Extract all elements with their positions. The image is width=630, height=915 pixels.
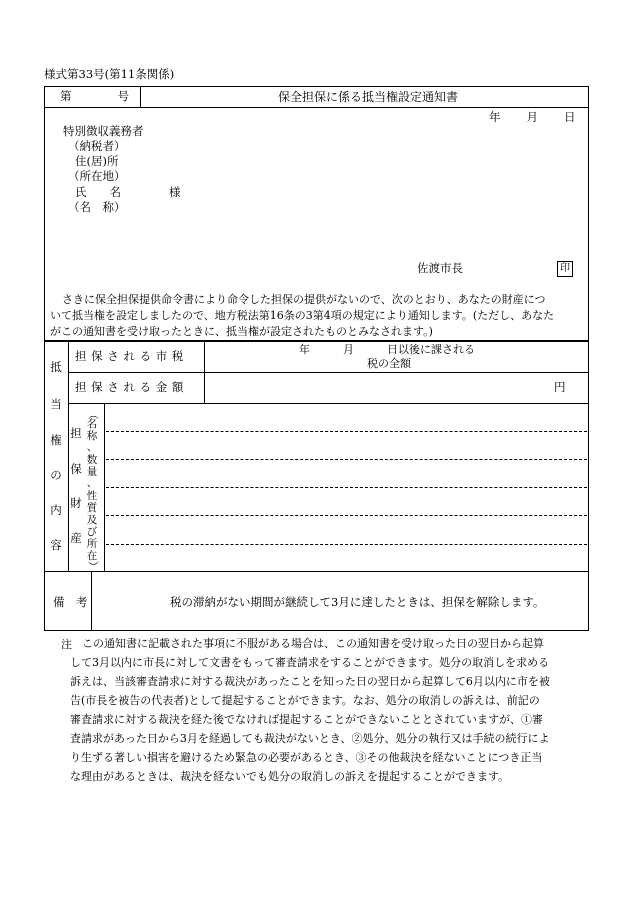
- property-sub-11: 所: [86, 538, 98, 550]
- property-sub-9: 及: [86, 514, 98, 526]
- property-char-0: 担: [70, 426, 82, 440]
- property-sub-10: び: [86, 526, 98, 538]
- note-line-4: 審査請求に対する裁決を経た後でなければ提起することができないこととされていますが、①審: [70, 713, 543, 726]
- content-table: [44, 341, 589, 572]
- note-line-6: り生ずる著しい損害を避けるため緊急の必要があるとき、③その他裁決を経ないことにつき正当: [70, 751, 543, 764]
- side-char-4: 内: [50, 503, 62, 517]
- side-char-3: の: [50, 468, 62, 482]
- property-sub-1: 名: [86, 418, 98, 430]
- property-sub-3: 、: [86, 441, 98, 453]
- note-line-0: この通知書に記載された事項に不服がある場合は、この通知書を受け取った日の翌日から起算: [82, 637, 544, 650]
- property-entry-line: [106, 487, 587, 488]
- property-sub-6: 、: [86, 477, 98, 489]
- property-divider: [104, 403, 105, 572]
- form-title: 保全担保に係る抵当権設定通知書: [278, 90, 459, 104]
- number-label: 第 号: [60, 89, 129, 103]
- note-line-7: な理由があるときは、裁決を経ないでも処分の取消しの訴えを提起することができます。: [70, 770, 510, 783]
- property-char-2: 財: [70, 496, 82, 510]
- property-sub-13: ）: [86, 561, 99, 572]
- note-line-5: 査請求があった日から3月を経過しても裁決がないとき、②処分、処分の執行又は手続の続行によ: [70, 732, 550, 745]
- property-char-1: 保: [70, 462, 82, 476]
- property-sub-2: 称: [86, 430, 98, 442]
- issue-date: 年 月 日: [489, 110, 577, 124]
- property-entry-line: [106, 515, 587, 516]
- remarks-label: 備 考: [53, 595, 88, 609]
- recipient-line-0: 特別徴収義務者: [63, 124, 144, 138]
- recipient-line-2: 住(居)所: [75, 154, 119, 168]
- side-char-5: 容: [50, 538, 62, 552]
- issuer-name: 佐渡市長: [417, 261, 463, 275]
- form-id: 様式第33号(第11条関係): [44, 67, 175, 81]
- secured-tax-value-line1: 年 月 日以後に課される: [299, 343, 475, 356]
- side-char-0: 抵: [50, 360, 62, 374]
- property-sub-7: 性: [86, 490, 98, 502]
- side-char-1: 当: [50, 397, 62, 411]
- row1-divider: [68, 372, 589, 373]
- remarks-divider: [91, 572, 92, 631]
- recipient-line-3: （所在地）: [68, 169, 126, 183]
- note-line-3: 告(市長を被告の代表者)として提起することができます。なお、処分の取消しの訴えは、前記の: [70, 694, 540, 707]
- number-divider: [140, 86, 141, 107]
- property-entry-line: [106, 544, 587, 545]
- side-char-2: 権: [50, 433, 62, 447]
- seal-mark: 印: [557, 261, 573, 277]
- row2-divider: [68, 403, 589, 404]
- secured-tax-value-line2: 税の全額: [367, 357, 411, 370]
- intro-line-1: いて抵当権を設定しましたので、地方税法第16条の3第4項の規定により通知します。(ただし、あなた: [50, 309, 555, 322]
- side-divider: [68, 341, 69, 572]
- intro-line-2: がこの通知書を受け取ったときに、抵当権が設定されたものとみなされます。): [50, 325, 433, 338]
- note-line-2: 訴えは、当該審査請求に対する裁決があったことを知った日の翌日から起算して6月以内に市を被: [70, 675, 550, 688]
- property-entry-line: [106, 431, 587, 432]
- secured-tax-label: 担 保 さ れ る 市 税: [75, 349, 184, 363]
- property-entry-line: [106, 459, 587, 460]
- property-sub-5: 量: [86, 466, 98, 478]
- intro-line-0: さきに保全担保提供命令書により命令した担保の提供がないので、次のとおり、あなたの財産につ: [62, 293, 546, 306]
- remarks-text: 税の滞納がない期間が継続して3月に達したときは、担保を解除します。: [170, 595, 545, 609]
- note-prefix: 注: [61, 638, 72, 651]
- property-sub-0: （: [86, 409, 99, 420]
- property-char-3: 産: [70, 531, 82, 545]
- recipient-line-4: 氏 名: [75, 185, 121, 199]
- property-sub-4: 数: [86, 454, 98, 466]
- recipient-honorific: 様: [169, 185, 181, 199]
- property-sub-12: 在: [86, 550, 98, 562]
- yen-unit: 円: [554, 380, 566, 394]
- secured-amount-label: 担 保 さ れ る 金 額: [75, 380, 184, 394]
- recipient-line-5: （名 称）: [68, 200, 126, 214]
- recipient-line-1: （納税者）: [68, 139, 126, 153]
- header-divider: [44, 107, 589, 108]
- property-sub-8: 質: [86, 502, 98, 514]
- note-line-1: して3月以内に市長に対して文書をもって審査請求をすることができます。処分の取消しを求める: [70, 656, 550, 669]
